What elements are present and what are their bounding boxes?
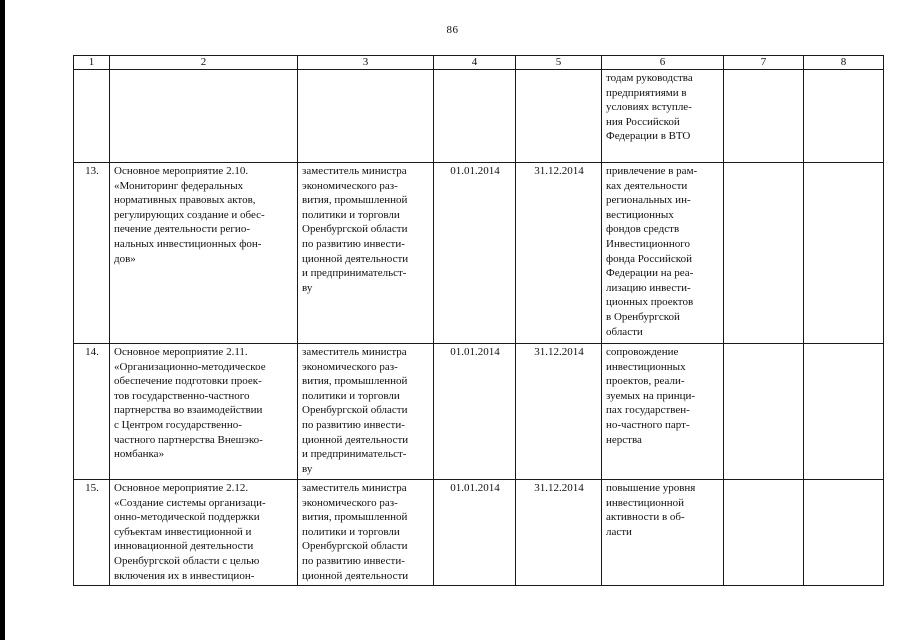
column-7-cell bbox=[724, 163, 804, 344]
responsible-executor: заместитель министра экономического раз- вития, промышленной политики и торговли Оренбургской области по развитию инвести- ционной деятельности и предпринимательст- ву bbox=[298, 163, 434, 344]
column-header-8: 8 bbox=[804, 56, 884, 70]
responsible-executor: заместитель министра экономического раз- вития, промышленной политики и торговли Оренбургской области по развитию инвести- ционной деятельности bbox=[298, 480, 434, 586]
page-number: 86 bbox=[446, 24, 459, 36]
measure-name: Основное мероприятие 2.11. «Организационно-методическое обеспечение подготовки проек- тов государственно-частного партнерства во взаимодействии с Центром государственно- частного партнерства Внешэко- номбанка» bbox=[110, 344, 298, 480]
expected-result: повышение уровня инвестиционной активности в об- ласти bbox=[602, 480, 724, 586]
start-date: 01.01.2014 bbox=[434, 163, 516, 344]
measure-name: Основное мероприятие 2.10. «Мониторинг федеральных нормативных правовых актов, регулирующих создание и обес- печение деятельности регио- нальных инвестиционных фон- дов» bbox=[110, 163, 298, 344]
end-date: 31.12.2014 bbox=[516, 163, 602, 344]
expected-result: тодам руководства предприятиями в условиях вступле- ния Российской Федерации в ВТО bbox=[602, 70, 724, 163]
column-header-3: 3 bbox=[298, 56, 434, 70]
row-number: 15. bbox=[74, 480, 110, 586]
end-date: 31.12.2014 bbox=[516, 344, 602, 480]
column-header-6: 6 bbox=[602, 56, 724, 70]
table-header-row bbox=[74, 56, 884, 70]
table-row-13 bbox=[74, 163, 884, 344]
column-7-cell bbox=[724, 480, 804, 586]
table-row-15 bbox=[74, 480, 884, 586]
column-8-cell bbox=[804, 344, 884, 480]
start-date: 01.01.2014 bbox=[434, 344, 516, 480]
column-header-2: 2 bbox=[110, 56, 298, 70]
table-row-14 bbox=[74, 344, 884, 480]
start-date bbox=[434, 70, 516, 163]
end-date: 31.12.2014 bbox=[516, 480, 602, 586]
responsible-executor bbox=[298, 70, 434, 163]
row-number: 14. bbox=[74, 344, 110, 480]
column-header-7: 7 bbox=[724, 56, 804, 70]
start-date: 01.01.2014 bbox=[434, 480, 516, 586]
column-header-5: 5 bbox=[516, 56, 602, 70]
column-7-cell bbox=[724, 70, 804, 163]
expected-result: сопровождение инвестиционных проектов, реали- зуемых на принци- пах государствен- но-частного парт- нерства bbox=[602, 344, 724, 480]
column-8-cell bbox=[804, 70, 884, 163]
measures-table bbox=[73, 55, 884, 586]
column-8-cell bbox=[804, 163, 884, 344]
column-header-4: 4 bbox=[434, 56, 516, 70]
scan-edge-bar bbox=[0, 0, 5, 640]
column-8-cell bbox=[804, 480, 884, 586]
measure-name bbox=[110, 70, 298, 163]
measure-name: Основное мероприятие 2.12. «Создание системы организаци- онно-методической поддержки субъектам инвестиционной и инновационной деятельности Оренбургской области с целью включения их в инвестицион- bbox=[110, 480, 298, 586]
end-date bbox=[516, 70, 602, 163]
row-number: 13. bbox=[74, 163, 110, 344]
expected-result: привлечение в рам- ках деятельности региональных ин- вестиционных фондов средств Инвестиционного фонда Российской Федерации на реа- лизацию инвести- ционных проектов в Оренбургской области bbox=[602, 163, 724, 344]
column-header-1: 1 bbox=[74, 56, 110, 70]
column-7-cell bbox=[724, 344, 804, 480]
responsible-executor: заместитель министра экономического раз- вития, промышленной политики и торговли Оренбургской области по развитию инвести- ционной деятельности и предпринимательст- ву bbox=[298, 344, 434, 480]
row-number bbox=[74, 70, 110, 163]
table-row-continuation bbox=[74, 70, 884, 163]
